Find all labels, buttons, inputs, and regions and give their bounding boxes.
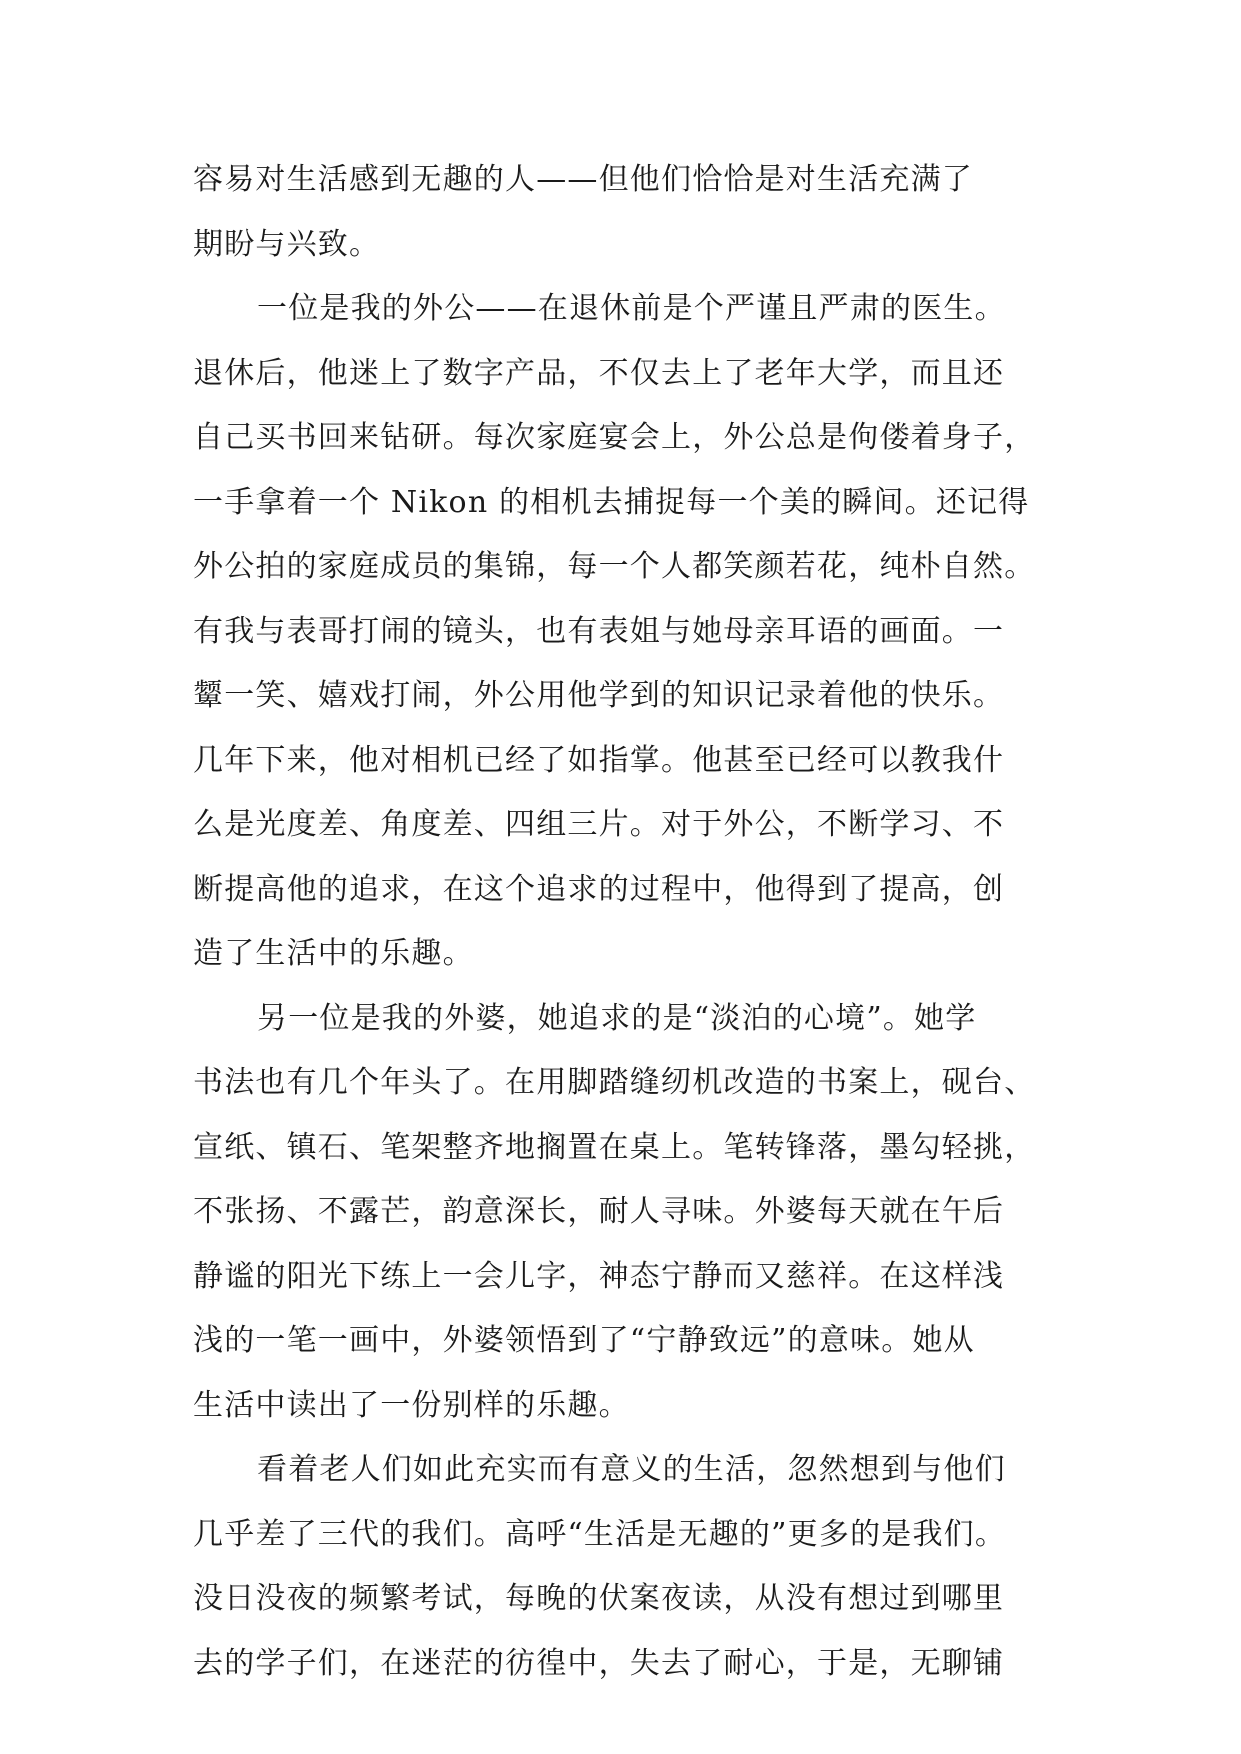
paragraph-first-line: 另一位是我的外婆，她追求的是“淡泊的心境”。她学 xyxy=(257,1000,977,1036)
text-line: 不张扬、不露芒，韵意深长，耐人寻味。外婆每天就在午后 xyxy=(193,1194,1005,1229)
text-line: 颦一笑、嬉戏打闹，外公用他学到的知识记录着他的快乐。 xyxy=(193,678,1005,713)
text-line: 容易对生活感到无趣的人——但他们恰恰是对生活充满了 xyxy=(193,162,973,197)
text-line: 几乎差了三代的我们。高呼“生活是无趣的”更多的是我们。 xyxy=(193,1516,1007,1552)
text-line: 退休后，他迷上了数字产品，不仅去上了老年大学，而且还 xyxy=(193,355,1005,391)
text-line: 期盼与兴致。 xyxy=(193,226,381,262)
text-line: 自己买书回来钻研。每次家庭宴会上，外公总是佝偻着身子， xyxy=(193,420,1036,455)
text-line: 没日没夜的频繁考试，每晚的伏案夜读，从没有想过到哪里 xyxy=(193,1581,1005,1616)
text-line: 宣纸、镇石、笔架整齐地搁置在桌上。笔转锋落，墨勾轻挑， xyxy=(193,1129,1036,1165)
paragraph-first-line: 一位是我的外公——在退休前是个严谨且严肃的医生。 xyxy=(257,291,1006,326)
paragraph-first-line: 看着老人们如此充实而有意义的生活，忽然想到与他们 xyxy=(257,1452,1006,1487)
text-line: 去的学子们，在迷茫的彷徨中，失去了耐心，于是，无聊铺 xyxy=(193,1645,1005,1681)
text-line: 生活中读出了一份别样的乐趣。 xyxy=(193,1387,630,1423)
text-line: 断提高他的追求，在这个追求的过程中，他得到了提高，创 xyxy=(193,871,1005,907)
text-line: 浅的一笔一画中，外婆领悟到了“宁静致远”的意味。她从 xyxy=(193,1323,975,1358)
text-line: 有我与表哥打闹的镜头，也有表姐与她母亲耳语的画面。一 xyxy=(193,613,1005,649)
text-line: 造了生活中的乐趣。 xyxy=(193,936,474,971)
text-line: 静谧的阳光下练上一会儿字，神态宁静而又慈祥。在这样浅 xyxy=(193,1258,1005,1294)
text-line: 一手拿着一个 Nikon 的相机去捕捉每一个美的瞬间。还记得 xyxy=(193,484,1030,520)
text-line: 几年下来，他对相机已经了如指掌。他甚至已经可以教我什 xyxy=(193,742,1005,778)
text-line: 么是光度差、角度差、四组三片。对于外公，不断学习、不 xyxy=(193,807,1005,842)
essay-body xyxy=(193,148,1053,1696)
text-line: 书法也有几个年头了。在用脚踏缝纫机改造的书案上，砚台、 xyxy=(193,1065,1036,1100)
text-line: 外公拍的家庭成员的集锦，每一个人都笑颜若花，纯朴自然。 xyxy=(193,549,1036,584)
